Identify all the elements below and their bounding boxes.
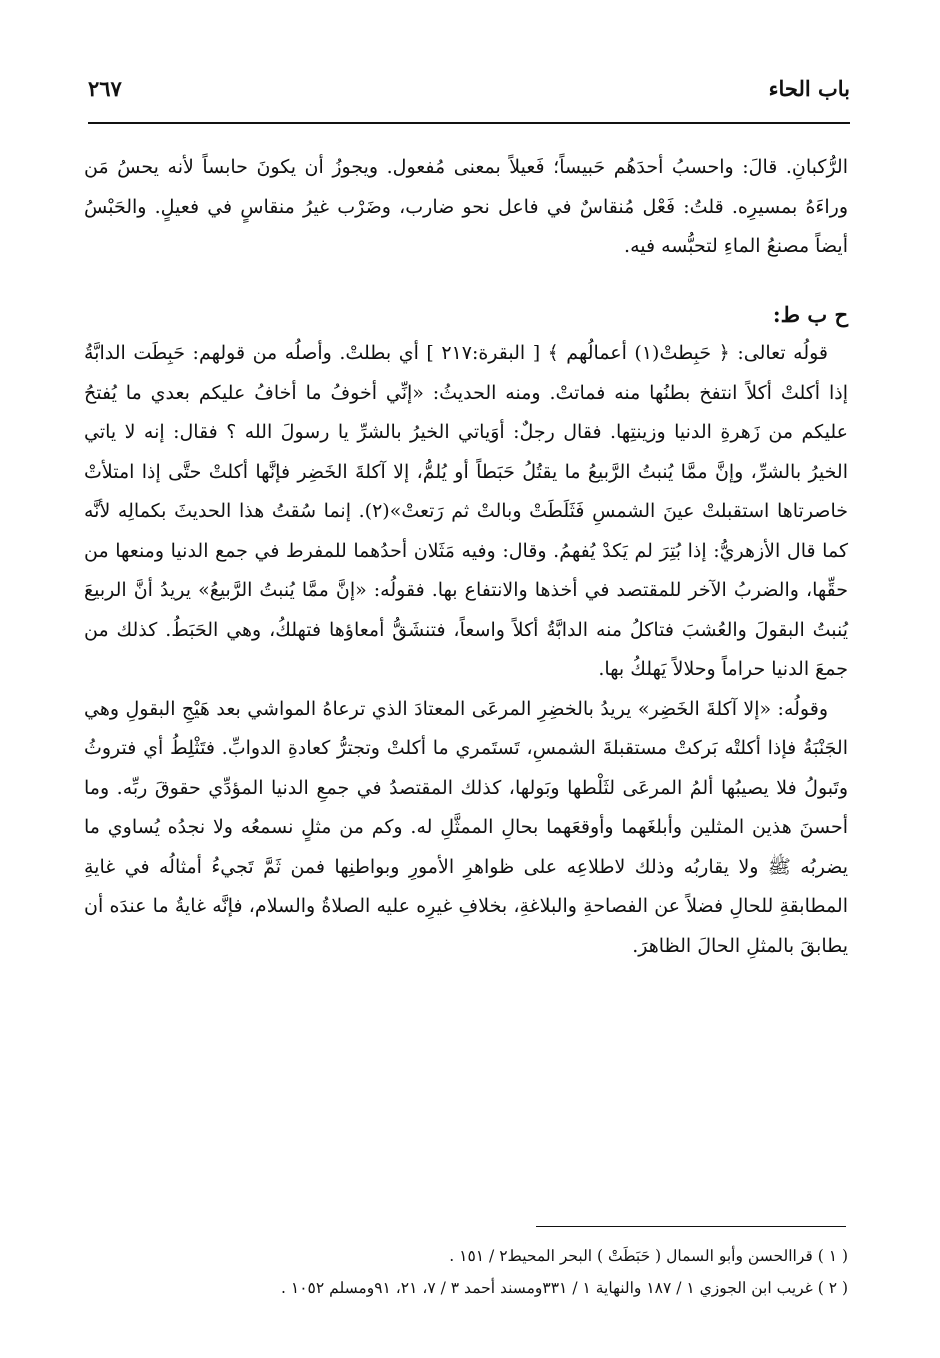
footnote-divider	[536, 1226, 846, 1227]
entry-heading: ح ب ط:	[772, 301, 848, 327]
footnote-2: ( ٢ ) غريب ابن الجوزي ١ / ١٨٧ والنهاية ١ / ٣٣١ومسند أحمد ٣ / ٧، ٢١، ٩١ومسلم ١٠٥٢ .	[281, 1279, 848, 1297]
page-number: ٢٦٧	[88, 76, 122, 101]
main-text	[84, 148, 848, 966]
header-divider	[88, 122, 850, 124]
footnote-1: ( ١ ) قراالحسن وأبو السمال ( حَبَطَتْ ) البحر المحيط٢ / ١٥١ .	[449, 1247, 848, 1265]
paragraph-commentary: وقولُه: «إلا آكلةَ الخَضِر» يريدُ بالخضِرِ المرعَى المعتادَ الذي ترعاهُ المواشي بعد هَيْجِ البقولِ وهي الجَنْبَةُ فإذا أكلتْه بَركتْ مستقبلةَ الشمسِ، تَستَمري ما أكلتْ وتجترُّ كعادةِ الدوابِّ. فتَثْلِطُ أي فتروثُ وتَبولُ فلا يصيبُها ألمُ المرعَى لثَلْطها وبَولها، كذلك المقتصدُ في جمعِ الدنيا المؤدِّي حقوقَ ربِّه. وما أحسنَ هذين المثلين وأبلغَهما وأوقعَهما بحالِ الممثَّلِ له. وكم من مثلٍ نسمعُه ولا نجدُه يُساوي ما يضربُه ﷺ ولا يقاربُه وذلك لاطلاعِه على ظواهرِ الأمورِ وبواطنِها فمن ثَمَّ تَجيءُ أمثالُه في غايةِ المطابقةِ للحالِ فضلاً عن الفصاحةِ والبلاغةِ، بخلافِ غيرِه عليه الصلاةُ والسلام، فإنَّه غايةُ ما عندَه أن يطابقَ بالمثلِ الحالَ الظاهرَ.	[84, 697, 848, 957]
footnotes	[120, 1240, 848, 1304]
paragraph-continuation: الرُّكبانِ. قالَ: واحسبُ أحدَهُم حَبيساً؛ فَعيلاً بمعنى مُفعول. ويجوزُ أن يكونَ حابساً لأنه يحسُ مَن وراءَهُ بمسيرِه. قلتُ: فَعْل مُنقاسٌ في فاعل نحو ضارب، وضَرْب غيرُ منقاسٍ في فعيلٍ. والحَبْسُ أيضاً مصنعُ الماءِ لتحبُّسه فيه.	[84, 156, 848, 257]
chapter-title: باب الحاء	[768, 76, 850, 101]
paragraph-entry: قولُه تعالى: ﴿ حَبِطتْ(١) أعمالُهم ﴾ [ البقرة:٢١٧ ] أي بطلتْ. وأصلُه من قولهم: حَبِطَت الدابَّةُ إذا أكلتْ أكلاً انتفخ بطنُها منه فماتتْ. ومنه الحديثُ: «إنِّي أخوفُ ما أخافُ عليكم بعدي ما يُفتحُ عليكم من زَهرةِ الدنيا وزينتِها. فقال رجلٌ: أوَياتي الخيرُ بالشرِّ يا رسولَ الله ؟ فقال: إنه لا ياتي الخيرُ بالشرِّ، وإنَّ ممَّا يُنبتُ الرَّبيعُ ما يقتُلُ حَبَطاً أو يُلمُّ، إلا آكلةَ الخَضِر فإنَّها أكلتْ حتَّى إذا امتلأتْ خاصرتاها استقبلتْ عينَ الشمسِ فَثَلَطَتْ وبالتْ ثم رَتعتْ»(٢). إنما سُقتُ هذا الحديثَ بكمالِه لأنَّه كما قال الأزهريُّ: إذا بُتِرَ لم يَكدْ يُفهمُ. وقال: وفيه مَثَلان أحدُهما للمفرط في جمع الدنيا ومنعها من حقِّها، والضربُ الآخر للمقتصد في أخذها والانتفاع بها. فقولُه: «إنَّ ممَّا يُنبتُ الرَّبيعُ» يريدُ أنَّ الربيعَ يُنبتُ البقولَ والعُشبَ فتاكلُ منه الدابَّةُ أكلاً واسعاً، فتنشَقُّ أمعاؤها فتهلكُ، وهي الحَبَطُ. كذلك من جمعَ الدنيا حراماً وحلالاً يَهلكُ بها.	[84, 342, 848, 680]
spacer	[84, 267, 848, 295]
page-header	[88, 70, 850, 114]
